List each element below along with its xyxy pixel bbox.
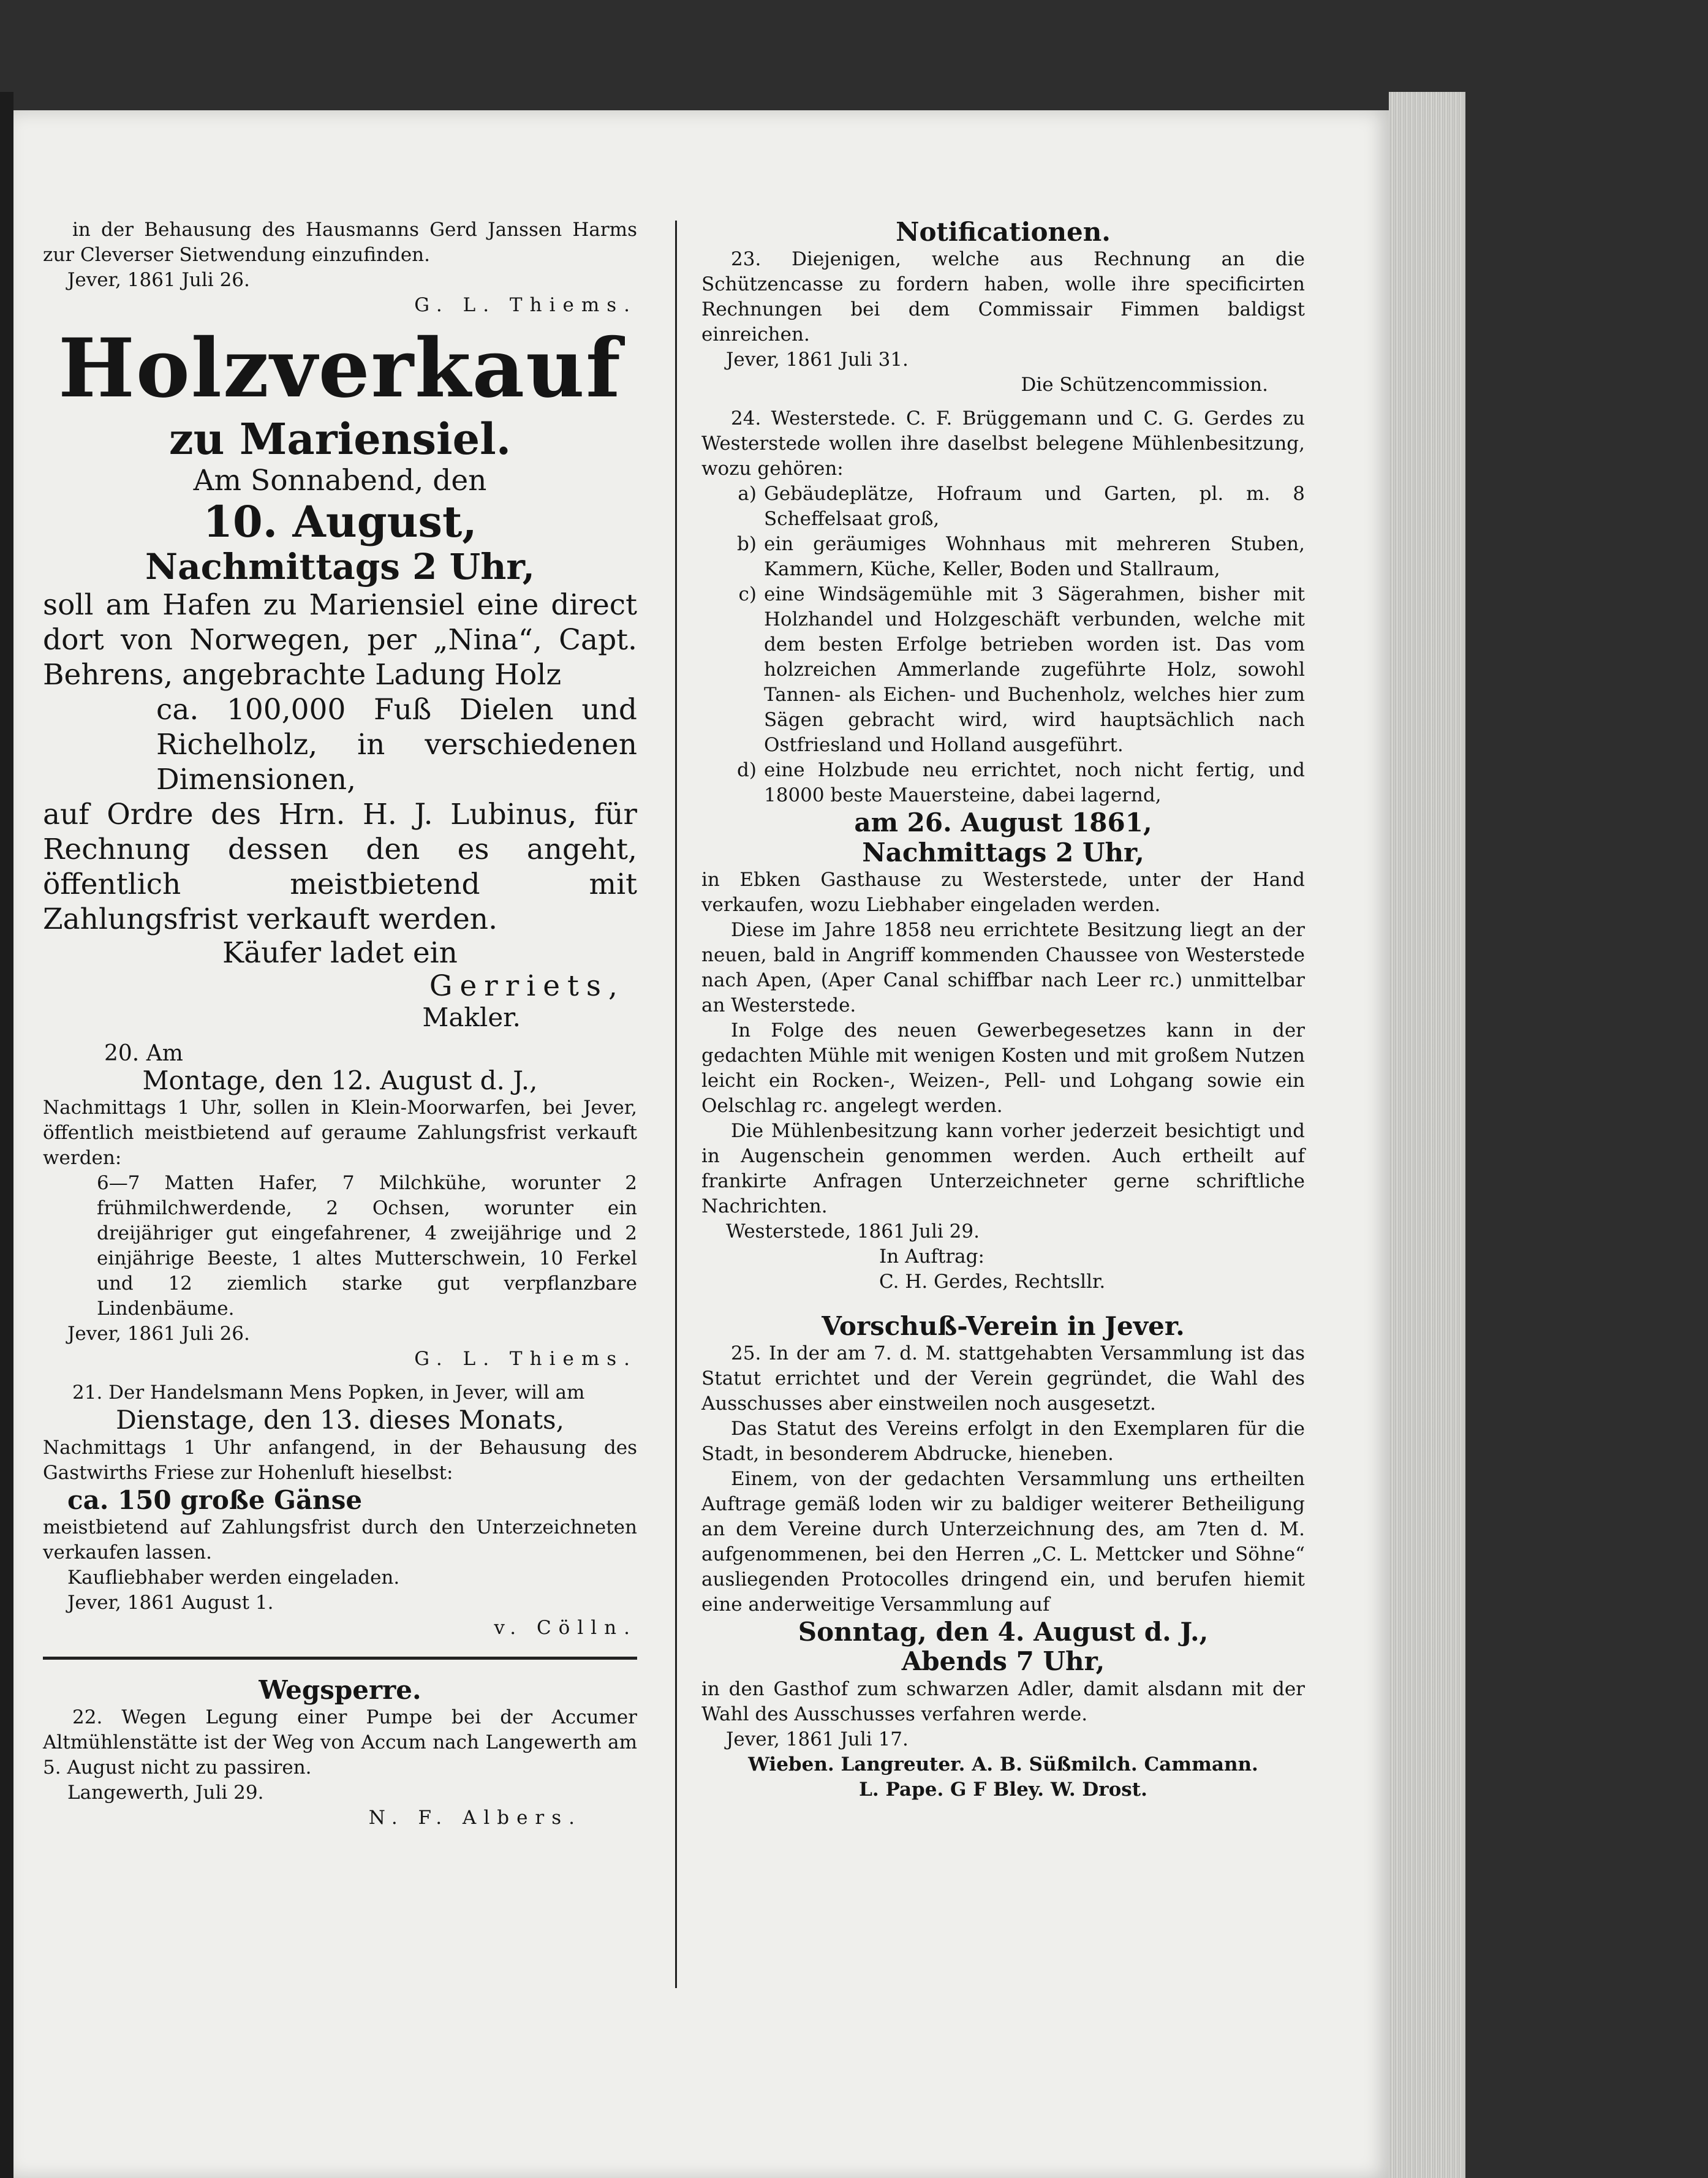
notice-24-auftrag: In Auftrag: xyxy=(879,1245,984,1268)
notice-20-body: Nachmittags 1 Uhr, sollen in Klein-Moorwarfen, bei Jever, öffentlich meistbietend auf geraume Zahlungsfrist verkauft werden: xyxy=(43,1097,637,1170)
vorschuss-verein xyxy=(701,1312,1305,1802)
intro-date: Jever, 1861 Juli 26. xyxy=(67,269,250,291)
notice-20-date-line: Jever, 1861 Juli 26. xyxy=(67,1323,250,1345)
right-column xyxy=(701,217,1305,1802)
notice-24-item xyxy=(701,582,1305,758)
verein-p3: Einem, von der gedachten Versammlung uns ertheilten Auftrage gemäß loden wir zu baldiger weiterer Betheiligung an dem Vereine durch Unterzeichnung des, am 7ten d. M. aufgenommenen, bei den Herren „C. L. Mettcker und Söhne“ ausliegenden Protocolles dringend ein, und berufen hiemit eine anderweitige Versammlung auf xyxy=(701,1468,1305,1616)
holzverkauf-order: auf Ordre des Hrn. H. J. Lubinus, für Rechnung dessen den es angeht, öffentlich meistbietend mit Zahlungsfrist verkauft werden. xyxy=(43,797,637,936)
notice-24 xyxy=(701,406,1305,1295)
holzverkauf-goods: ca. 100,000 Fuß Dielen und Richelholz, in verschiedenen Dimensionen, xyxy=(156,692,637,796)
item-text: ein geräumiges Wohnhaus mit mehreren Stuben, Kammern, Küche, Keller, Boden und Stallraum, xyxy=(764,533,1305,581)
holzverkauf-line1: Am Sonnabend, den xyxy=(193,463,487,497)
notice-24-p3: Die Mühlenbesitzung kann vorher jederzeit besichtigt und in Augenschein genommen werden. Auch ertheilt auf frankirte Anfragen Unterzeichneter gerne schriftliche Nachrichten. xyxy=(701,1119,1305,1217)
holzverkauf-notice xyxy=(43,323,637,1032)
verein-signers-2: L. Pape. G F Bley. W. Drost. xyxy=(859,1778,1147,1801)
holzverkauf-title: Holzverkauf xyxy=(58,321,622,416)
holzverkauf-invite: Käufer ladet ein xyxy=(222,936,458,970)
notice-23-signature: Die Schützencommission. xyxy=(1021,374,1268,396)
holzverkauf-subtitle: zu Mariensiel. xyxy=(168,414,512,464)
notice-24-date: am 26. August 1861, xyxy=(854,807,1152,838)
notice-24-body2: in Ebken Gasthause zu Westerstede, unter der Hand verkaufen, wozu Liebhaber eingeladen werden. xyxy=(701,868,1305,916)
item-label: c) xyxy=(738,583,757,606)
verein-p1: 25. In der am 7. d. M. stattgehabten Versammlung ist das Statut errichtet und der Verein gegründet, die Wahl des Ausschusses aber einstweilen noch ausgesetzt. xyxy=(701,1342,1305,1415)
holzverkauf-body: soll am Hafen zu Mariensiel eine direct dort von Norwegen, per „Nina“, Capt. Behrens, angebrachte Ladung Holz xyxy=(43,588,637,692)
verein-title: Vorschuß-Verein in Jever. xyxy=(822,1310,1185,1341)
notice-21-date: Dienstage, den 13. dieses Monats, xyxy=(116,1405,564,1435)
notice-20-signature: G. L. Thiems. xyxy=(414,1348,637,1371)
verein-date-line: Jever, 1861 Juli 17. xyxy=(726,1728,909,1750)
verein-signers-1: Wieben. Langreuter. A. B. Süßmilch. Cammann. xyxy=(748,1753,1258,1775)
holzverkauf-sign2: Makler. xyxy=(422,1002,521,1032)
column-divider xyxy=(675,221,677,1988)
notice-20-num: 20. Am xyxy=(104,1041,183,1067)
notice-21-goods: ca. 150 große Gänse xyxy=(67,1484,363,1515)
verein-time: Abends 7 Uhr, xyxy=(901,1646,1105,1677)
notice-21 xyxy=(43,1380,637,1641)
verein-p2: Das Statut des Vereins erfolgt in den Exemplaren für die Stadt, in besonderem Abdrucke, hieneben. xyxy=(701,1418,1305,1465)
notice-21-intro: 21. Der Handelsmann Mens Popken, in Jever, will am xyxy=(72,1382,585,1404)
wegsperre-notice xyxy=(43,1676,637,1831)
notice-23-body: 23. Diejenigen, welche aus Rechnung an die Schützencasse zu fordern haben, wolle ihre specificirten Rechnungen bei dem Commissair Fimmen baldigst einreichen. xyxy=(701,248,1305,346)
notice-24-item xyxy=(701,532,1305,582)
wegsperre-date: Langewerth, Juli 29. xyxy=(67,1782,264,1804)
notice-24-p2: In Folge des neuen Gewerbegesetzes kann in der gedachten Mühle mit wenigen Kosten und mit großem Nutzen leicht ein Rocken-, Weizen-, Pell- und Lohgang sowie ein Oelschlag rc. angelegt werden. xyxy=(701,1019,1305,1117)
notice-21-signature: v. Cölln. xyxy=(494,1617,637,1639)
wegsperre-signature: N. F. Albers. xyxy=(368,1807,582,1829)
notificationen-title: Notificationen. xyxy=(896,217,1111,247)
item-label: a) xyxy=(738,483,757,505)
notice-24-signature: C. H. Gerdes, Rechtsllr. xyxy=(879,1270,1106,1293)
verein-date: Sonntag, den 4. August d. J., xyxy=(798,1617,1209,1647)
notice-24-body: 24. Westerstede. C. F. Brüggemann und C. G. Gerdes zu Westerstede wollen ihre daselbst belegene Mühlenbesitzung, wozu gehören: xyxy=(701,407,1305,480)
notice-21-date-line: Jever, 1861 August 1. xyxy=(67,1592,274,1614)
item-label: d) xyxy=(737,759,757,782)
notice-24-item xyxy=(701,482,1305,532)
book-spine xyxy=(0,92,13,2178)
notice-24-time: Nachmittags 2 Uhr, xyxy=(862,837,1144,868)
item-text: eine Windsägemühle mit 3 Sägerahmen, bisher mit Holzhandel und Holzgeschäft verbunden, welche mit dem besten Erfolge betrieben worden ist. Das vom holzreichen Ammerlande zugeführte Holz, sowohl Tannen- als Eichen- und Buchenholz, welches hier zum Sägen gebracht wird, wird hauptsächlich nach Ostfriesland und Holland ausgeführt. xyxy=(764,583,1305,757)
holzverkauf-sign1: Gerriets, xyxy=(429,969,625,1003)
notice-21-body: Nachmittags 1 Uhr anfangend, in der Behausung des Gastwirths Friese zur Hohenluft hieselbst: xyxy=(43,1436,637,1484)
notice-20-items: 6—7 Matten Hafer, 7 Milchkühe, worunter 2 frühmilchwerdende, 2 Ochsen, worunter ein dreijähriger gut eingefahrener, 4 zweijährige und 2 einjährige Beeste, 1 altes Mutterschwein, 10 Ferkel und 12 ziemlich starke gut verpflanzbare Lindenbäume. xyxy=(97,1172,637,1320)
section-rule xyxy=(43,1657,637,1660)
intro-text: in der Behausung des Hausmanns Gerd Janssen Harms zur Cleverser Sietwendung einzufinden. xyxy=(43,219,637,266)
wegsperre-body: 22. Wegen Legung einer Pumpe bei der Accumer Altmühlenstätte ist der Weg von Accum nach Langewerth am 5. August nicht zu passiren. xyxy=(43,1706,637,1779)
item-text: eine Holzbude neu errichtet, noch nicht fertig, und 18000 beste Mauersteine, dabei lagernd, xyxy=(764,759,1305,807)
notice-21-body2: meistbietend auf Zahlungsfrist durch den Unterzeichneten verkaufen lassen. xyxy=(43,1516,637,1564)
left-column xyxy=(43,217,637,1831)
intro-signature: G. L. Thiems. xyxy=(414,294,637,316)
notice-24-p1: Diese im Jahre 1858 neu errichtete Besitzung liegt an der neuen, bald in Angriff kommenden Chaussee von Westerstede nach Apen, (Aper Canal schiffbar nach Leer rc.) unmittelbar an Westerstede. xyxy=(701,918,1305,1016)
notice-24-item xyxy=(701,758,1305,808)
wegsperre-title: Wegsperre. xyxy=(259,1675,421,1706)
notice-24-date-line: Westerstede, 1861 Juli 29. xyxy=(726,1220,980,1242)
notice-21-invite: Kaufliebhaber werden eingeladen. xyxy=(67,1567,400,1589)
notice-20-date: Montage, den 12. August d. J., xyxy=(142,1065,538,1096)
verein-p4: in den Gasthof zum schwarzen Adler, damit alsdann mit der Wahl des Ausschusses verfahren werde. xyxy=(701,1677,1305,1725)
notice-23 xyxy=(701,247,1305,398)
holzverkauf-time: Nachmittags 2 Uhr, xyxy=(145,546,535,588)
item-label: b) xyxy=(737,533,757,556)
page-edges xyxy=(1389,92,1465,2178)
notice-23-date: Jever, 1861 Juli 31. xyxy=(726,349,909,371)
item-text: Gebäudeplätze, Hofraum und Garten, pl. m. 8 Scheffelsaat groß, xyxy=(764,483,1305,531)
holzverkauf-date: 10. August, xyxy=(203,496,477,547)
notice-20 xyxy=(43,1041,637,1372)
